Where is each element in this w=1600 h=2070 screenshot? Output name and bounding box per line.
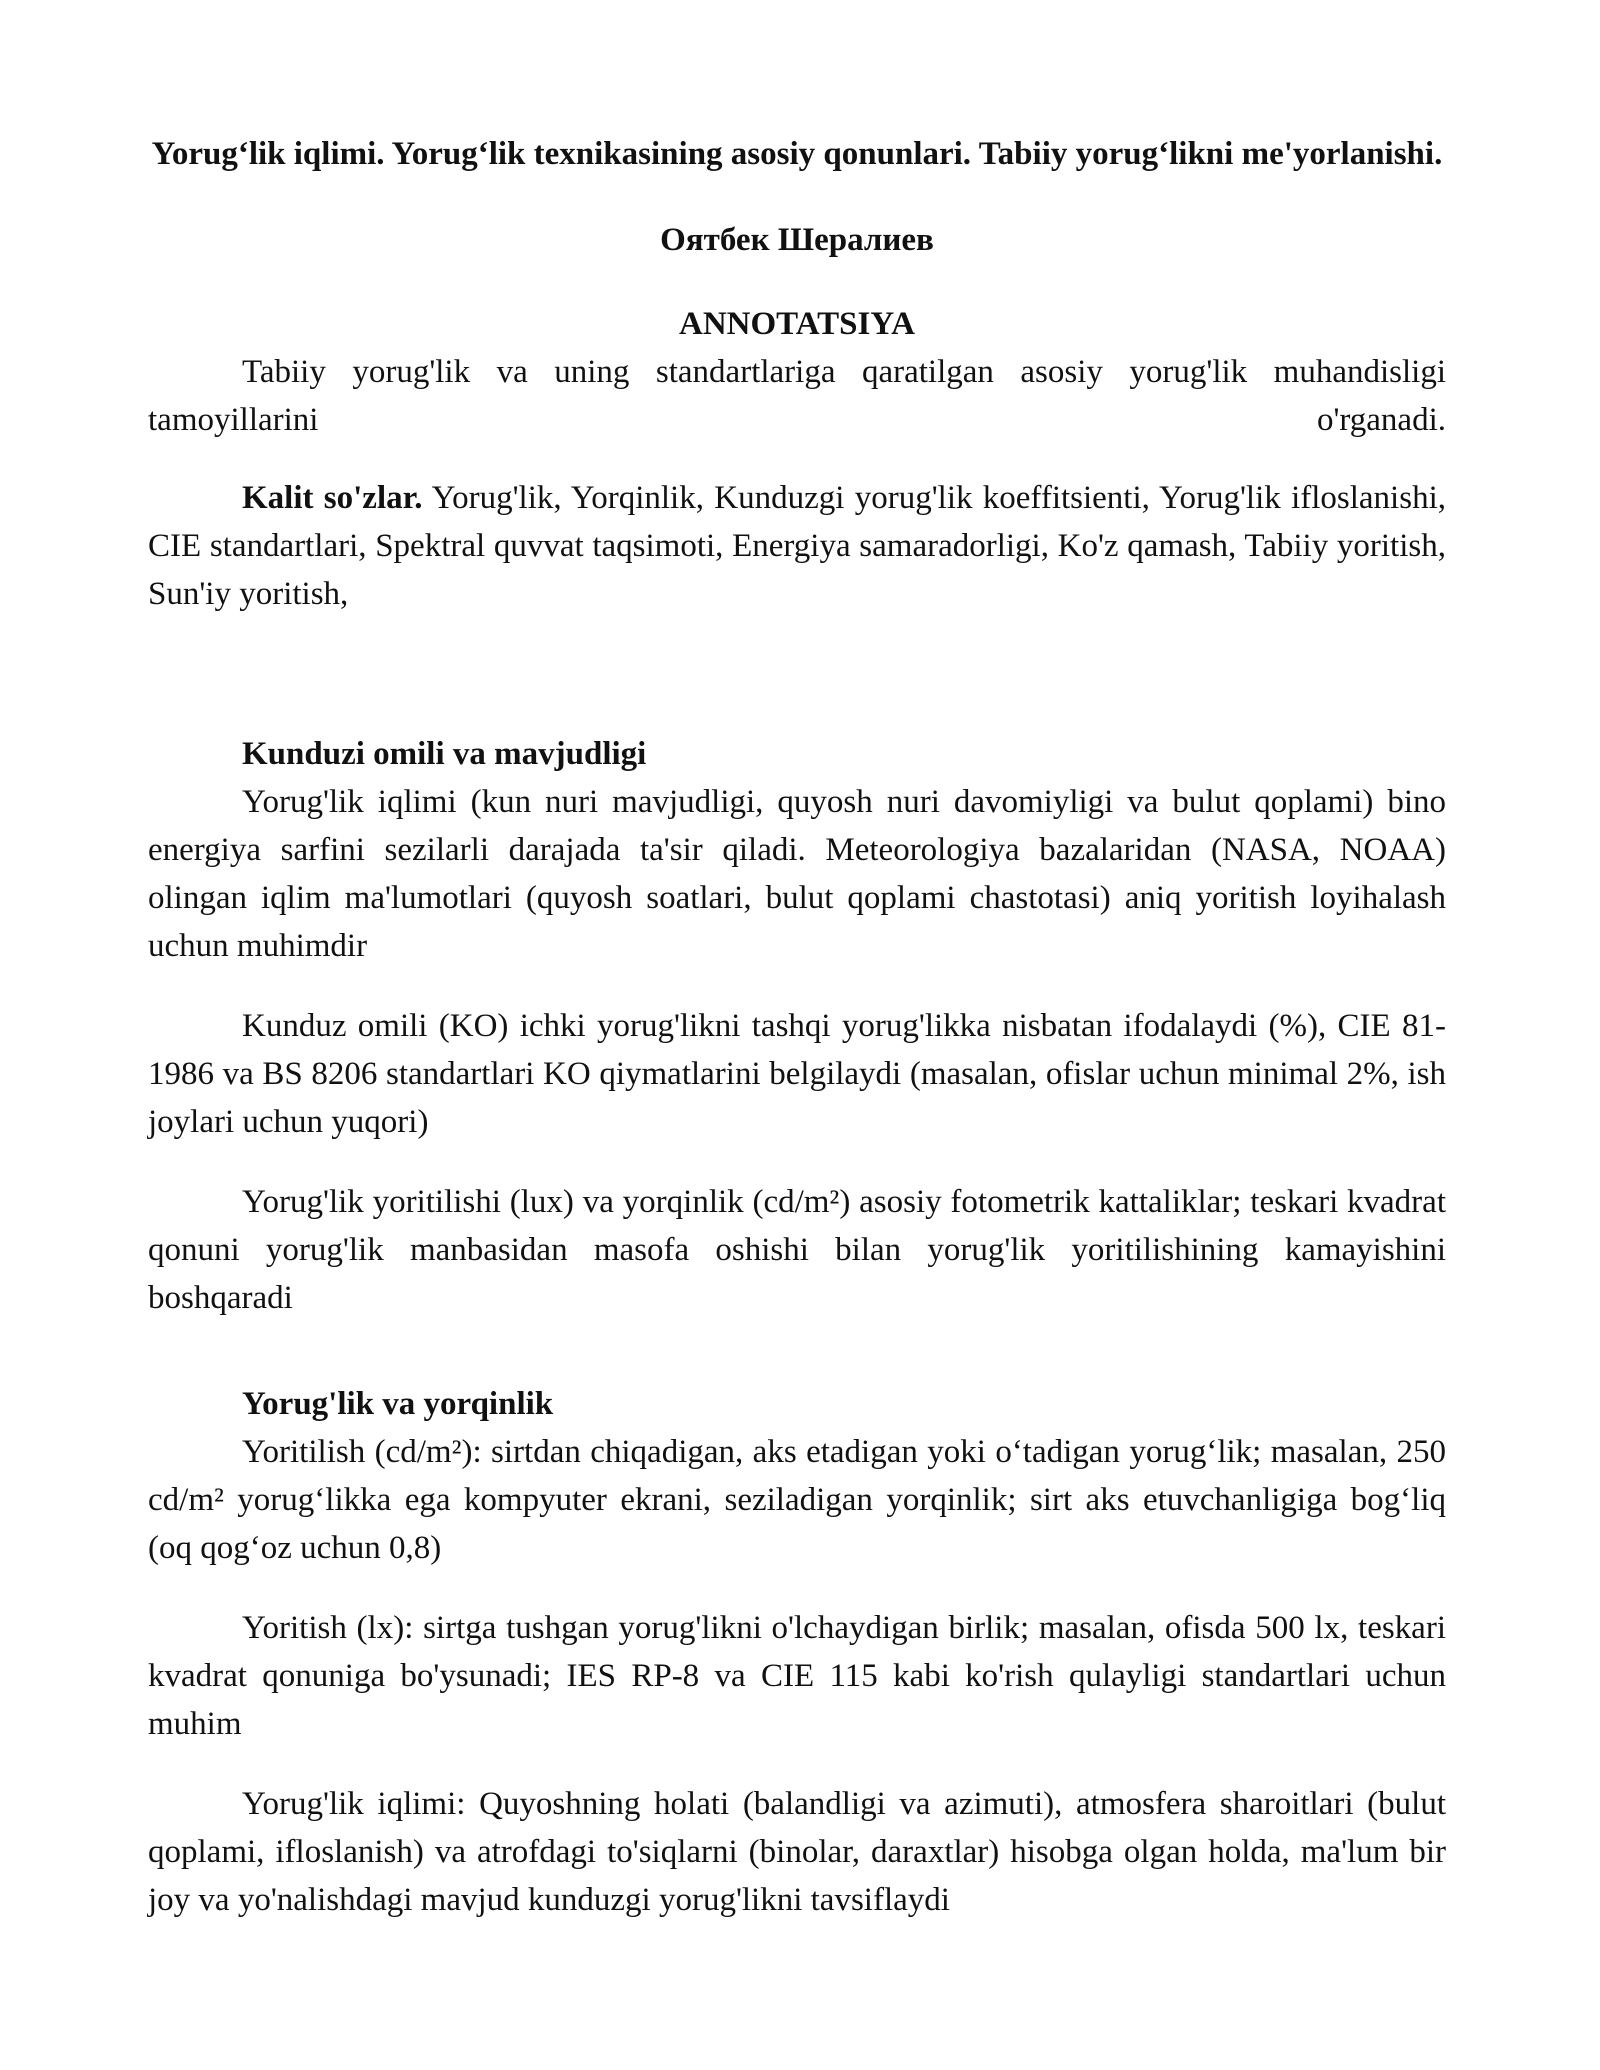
- keywords-paragraph: [148, 474, 1446, 618]
- keywords-text: Yorug'lik, Yorqinlik, Kunduzgi yorug'lik koeffitsienti, Yorug'lik ifloslanishi, CIE standartlari, Spektral quvvat taqsimoti, Energiya samaradorligi, Ko'z qamash, Tabiiy yoritish, Sun'iy yoritish,: [148, 480, 1446, 612]
- section-heading: Kunduzi omili va mavjudligi: [242, 736, 647, 772]
- section-heading: Yorug'lik va yorqinlik: [242, 1386, 554, 1422]
- body-paragraph: Yorug'lik iqlimi (kun nuri mavjudligi, quyosh nuri davomiyligi va bulut qoplami) bino energiya sarfini sezilarli darajada ta'sir qiladi. Meteorologiya bazalaridan (NASA, NOAA) olingan iqlim ma'lumotlari (quyosh soatlari, bulut qoplami chastotasi) aniq yoritish loyihalash uchun muhimdir: [148, 784, 1446, 964]
- keywords-label: Kalit so'zlar.: [242, 480, 423, 516]
- body-paragraph: Kunduz omili (KO) ichki yorug'likni tashqi yorug'likka nisbatan ifodalaydi (%), CIE 81-1986 va BS 8206 standartlari KO qiymatlarini belgilaydi (masalan, ofislar uchun minimal 2%, ish joylari uchun yuqori): [148, 1008, 1446, 1140]
- body-paragraph: Yoritish (lx): sirtga tushgan yorug'likni o'lchaydigan birlik; masalan, ofisda 500 lx, teskari kvadrat qonuniga bo'ysunadi; IES RP-8 va CIE 115 kabi ko'rish qulayligi standartlari uchun muhim: [148, 1610, 1446, 1742]
- document-page: [148, 130, 1446, 1924]
- body-paragraph: Yorug'lik yoritilishi (lux) va yorqinlik (cd/m²) asosiy fotometrik kattaliklar; teskari kvadrat qonuni yorug'lik manbasidan masofa oshishi bilan yorug'lik yoritilishining kamayishini boshqaradi: [148, 1184, 1446, 1316]
- annotation-heading: ANNOTATSIYA: [679, 306, 915, 342]
- document-title: Yorug‘lik iqlimi. Yorug‘lik texnikasining asosiy qonunlari. Tabiiy yorug‘likni me'yorlanishi.: [151, 136, 1443, 172]
- body-paragraph: Yorug'lik iqlimi: Quyoshning holati (balandligi va azimuti), atmosfera sharoitlari (bulut qoplami, ifloslanish) va atrofdagi to'siqlarni (binolar, daraxtlar) hisobga olgan holda, ma'lum bir joy va yo'nalishdagi mavjud kunduzgi yorug'likni tavsiflaydi: [148, 1786, 1446, 1918]
- body-paragraph: Yoritilish (cd/m²): sirtdan chiqadigan, aks etadigan yoki o‘tadigan yorug‘lik; masalan, 250 cd/m² yorug‘likka ega kompyuter ekrani, seziladigan yorqinlik; sirt aks etuvchanligiga bog‘liq (oq qog‘oz uchun 0,8): [148, 1434, 1446, 1566]
- author-name: Оятбек Шералиев: [660, 222, 934, 258]
- annotation-text: Tabiiy yorug'lik va uning standartlariga qaratilgan asosiy yorug'lik muhandisligi tamoyillarini o'rganadi.: [148, 354, 1446, 438]
